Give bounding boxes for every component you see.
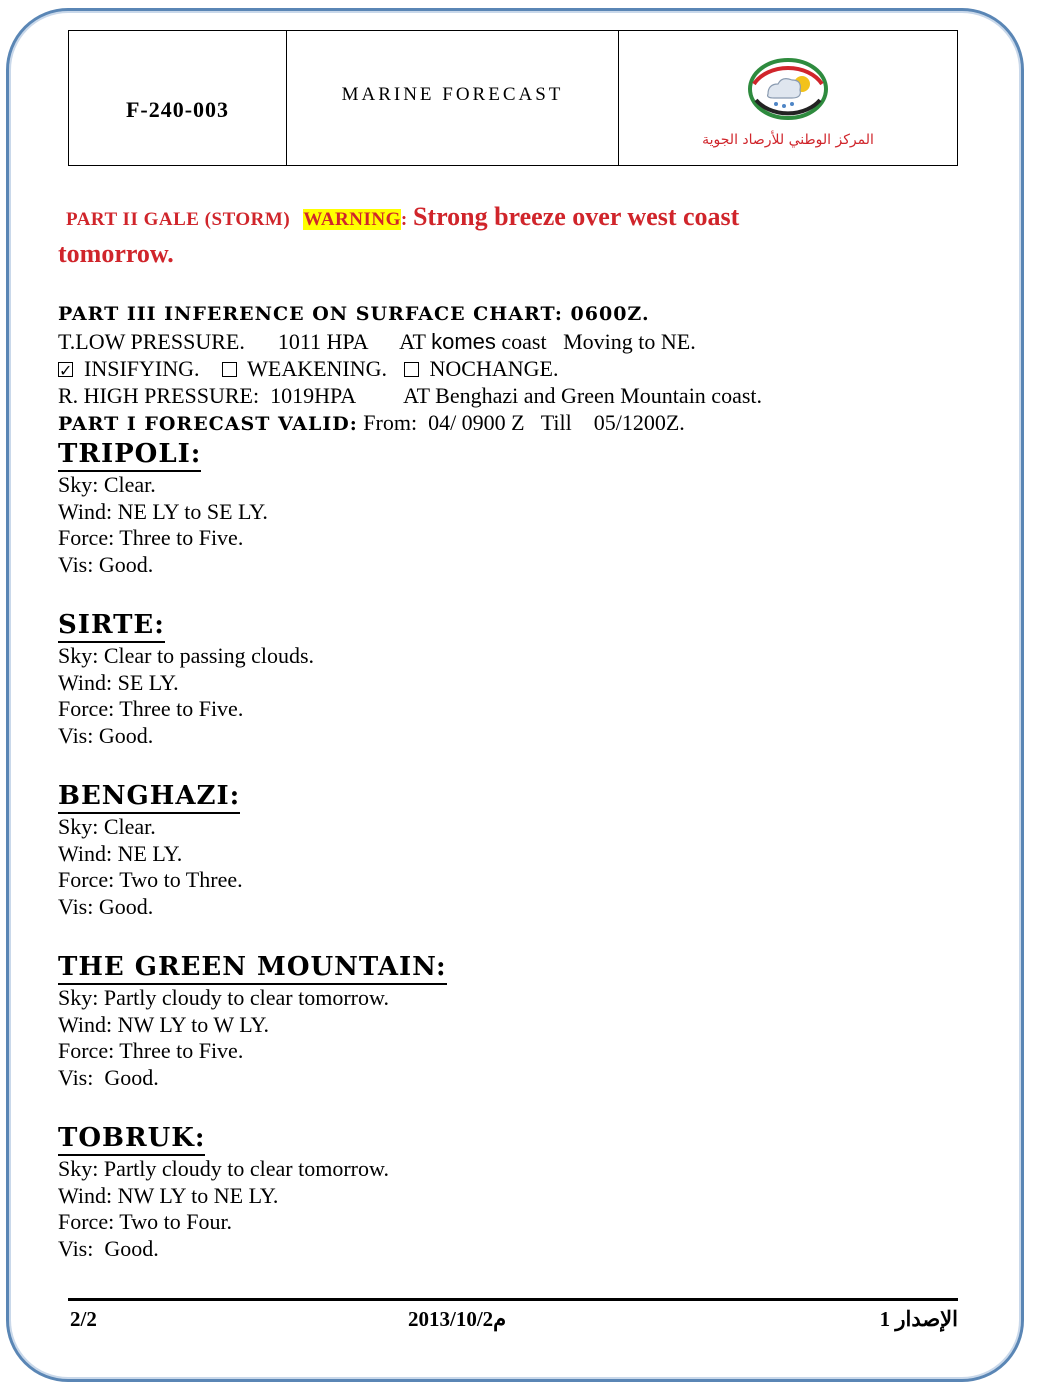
header-table [68,30,958,166]
low-moving: Moving to NE. [563,329,696,354]
warning-text-2: tomorrow. [58,239,174,268]
station-benghazi [58,780,958,920]
issue-date: 2013/10/2م [408,1307,507,1331]
station-sky: Sky: Partly cloudy to clear tomorrow. [58,1156,389,1181]
station-sky: Sky: Clear to passing clouds. [58,643,315,668]
valid-from-value: 04/ 0900 Z [428,410,525,435]
station-wind: Wind: NW LY to W LY. [58,1011,270,1037]
page-footer [68,1298,958,1338]
station-sirte [58,609,958,749]
forecast-content [58,200,958,1262]
org-name: المركز الوطني للأرصاد الجوية [702,132,874,148]
nochange-label: NOCHANGE. [429,356,559,381]
station-name: SIRTE: [58,609,165,643]
station-name: THE GREEN MOUNTAIN: [58,951,447,985]
valid-from-label: From: [363,410,418,435]
station-wind: Wind: NW LY to NE LY. [58,1182,279,1208]
station-wind: Wind: NE LY to SE LY. [58,498,268,524]
document-title: MARINE FORECAST [287,31,619,165]
station-name: TOBRUK: [58,1122,205,1156]
station-sky: Sky: Clear. [58,472,156,497]
low-place: komes [431,329,496,354]
station-green-mountain [58,951,958,1091]
station-force: Force: Two to Four. [58,1209,233,1234]
low-at: AT [399,329,426,354]
station-sky: Sky: Clear. [58,814,156,839]
low-coast: coast [501,329,547,354]
weakening-label: WEAKENING. [247,356,388,381]
station-vis: Vis: Good. [58,551,154,577]
station-wind: Wind: NE LY. [58,840,183,866]
station-vis: Vis: Good. [58,1064,159,1090]
station-name: BENGHAZI: [58,780,240,814]
station-sky: Sky: Partly cloudy to clear tomorrow. [58,985,389,1010]
nochange-checkbox [404,362,419,377]
insifying-label: INSIFYING. [84,356,200,381]
weakening-checkbox [222,362,237,377]
station-force: Force: Three to Five. [58,1038,244,1063]
station-vis: Vis: Good. [58,893,154,919]
validity-label: PART I FORECAST VALID: [58,413,358,435]
station-tobruk [58,1122,958,1262]
status-line [58,355,958,382]
high-pressure-label: R. HIGH PRESSURE: [58,383,260,408]
validity-line [58,409,958,438]
station-force: Force: Two to Three. [58,867,243,892]
high-pressure-value: 1019HPA [270,383,355,408]
station-vis: Vis: Good. [58,722,154,748]
warning-colon: : [400,209,413,230]
valid-till-value: 05/1200Z. [593,410,685,435]
station-vis: Vis: Good. [58,1235,159,1261]
station-wind: Wind: SE LY. [58,669,179,695]
gale-warning [58,200,958,271]
inference-section [58,301,958,438]
form-code: F-240-003 [69,31,287,165]
warning-text: Strong breeze over west coast [412,202,740,231]
station-name: TRIPOLI: [58,438,201,472]
valid-till-label: Till [540,410,572,435]
low-pressure-line [58,328,958,355]
warning-lead: PART II GALE (STORM) [66,209,296,230]
station-force: Force: Three to Five. [58,525,244,550]
low-pressure-label: T.LOW PRESSURE. [58,329,245,354]
low-pressure-value: 1011 HPA [277,329,368,354]
meteorology-logo-icon [746,56,830,122]
page-number: 2/2 [70,1307,97,1331]
edition-number: الإصدار 1 [879,1307,958,1331]
station-tripoli [58,438,958,578]
org-logo-cell [619,31,957,165]
high-location: AT Benghazi and Green Mountain coast. [403,383,763,408]
inference-heading: PART III INFERENCE ON SURFACE CHART: 0600Z. [58,303,650,325]
high-pressure-line [58,382,958,409]
station-force: Force: Three to Five. [58,696,244,721]
insifying-checkbox [58,362,73,377]
warning-highlight: WARNING [303,209,401,230]
